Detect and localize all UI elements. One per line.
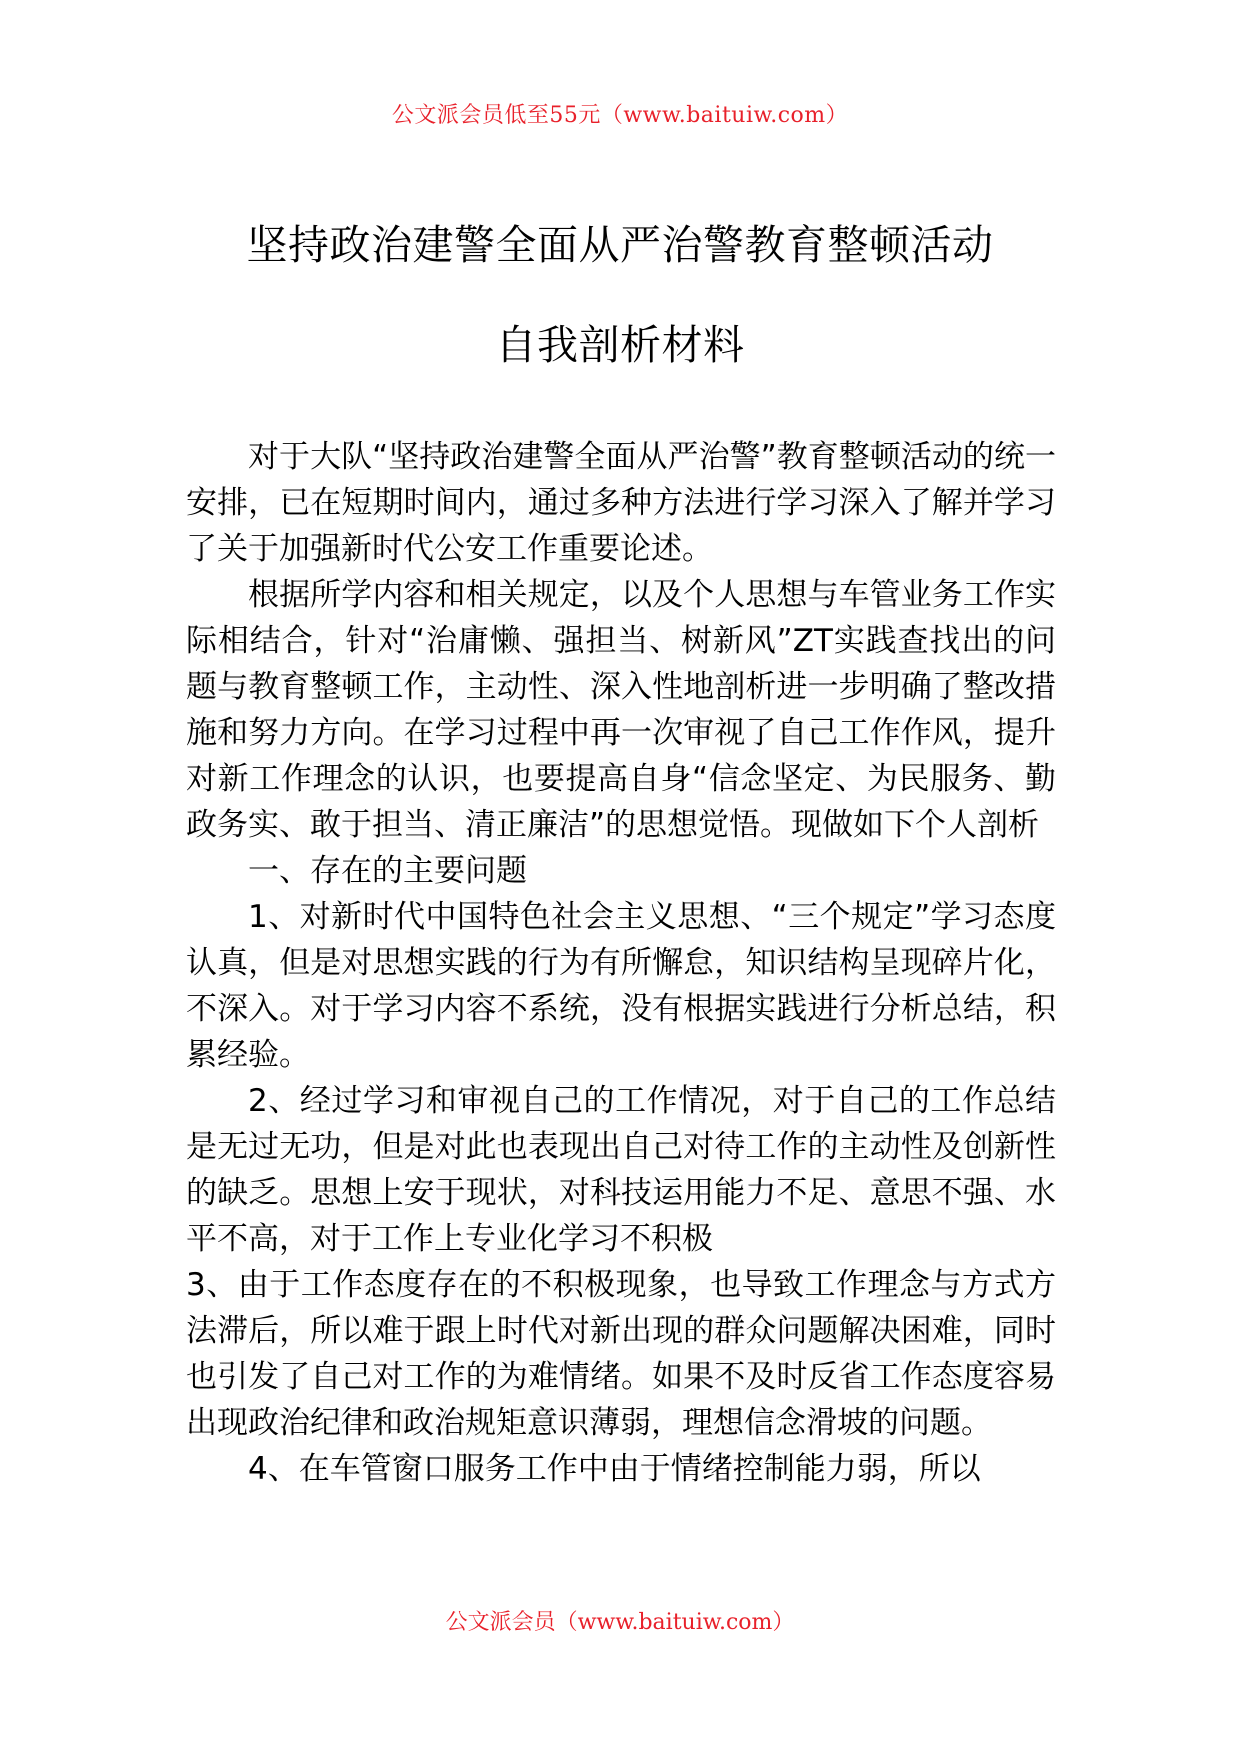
paragraph-item-1: 1、对新时代中国特色社会主义思想、“三个规定”学习态度认真，但是对思想实践的行为有所懈怠，知识结构呈现碎片化，不深入。对于学习内容不系统，没有根据实践进行分析总结，积累经验。 (186, 899, 1056, 1073)
header-banner: 公文派会员低至55元（www.baituiw.com） (391, 103, 849, 128)
footer-banner: 公文派会员（www.baituiw.com） (445, 1610, 795, 1635)
paragraph-analysis: 根据所学内容和相关规定，以及个人思想与车管业务工作实际相结合，针对“治庸懒、强担当、树新风”ZT实践查找出的问题与教育整顿工作，主动性、深入性地剖析进一步明确了整改措施和努力方向。在学习过程中再一次审视了自己工作作风，提升对新工作理念的认识，也要提高自身“信念坚定、为民服务、勤政务实、敢于担当、清正廉洁”的思想觉悟。现做如下个人剖析 (186, 577, 1056, 843)
paragraph-intro: 对于大队“坚持政治建警全面从严治警”教育整顿活动的统一安排，已在短期时间内，通过多种方法进行学习深入了解并学习了关于加强新时代公安工作重要论述。 (186, 439, 1056, 567)
paragraph-item-4: 4、在车管窗口服务工作中由于情绪控制能力弱，所以 (248, 1451, 981, 1487)
paragraph-item-3: 3、由于工作态度存在的不积极现象，也导致工作理念与方式方法滞后，所以难于跟上时代对新出现的群众问题解决困难，同时也引发了自己对工作的为难情绪。如果不及时反省工作态度容易出现政治纪律和政治规矩意识薄弱，理想信念滑坡的问题。 (186, 1267, 1056, 1441)
section-heading: 一、存在的主要问题 (248, 853, 527, 889)
document-body (186, 434, 1056, 1492)
paragraph-item-2: 2、经过学习和审视自己的工作情况，对于自己的工作总结是无过无功，但是对此也表现出自己对待工作的主动性及创新性的缺乏。思想上安于现状，对科技运用能力不足、意思不强、水平不高，对于工作上专业化学习不积极 (186, 1083, 1056, 1257)
document-title-line-2: 自我剖析材料 (495, 321, 745, 369)
document-title-line-1: 坚持政治建警全面从严治警教育整顿活动 (246, 221, 994, 269)
